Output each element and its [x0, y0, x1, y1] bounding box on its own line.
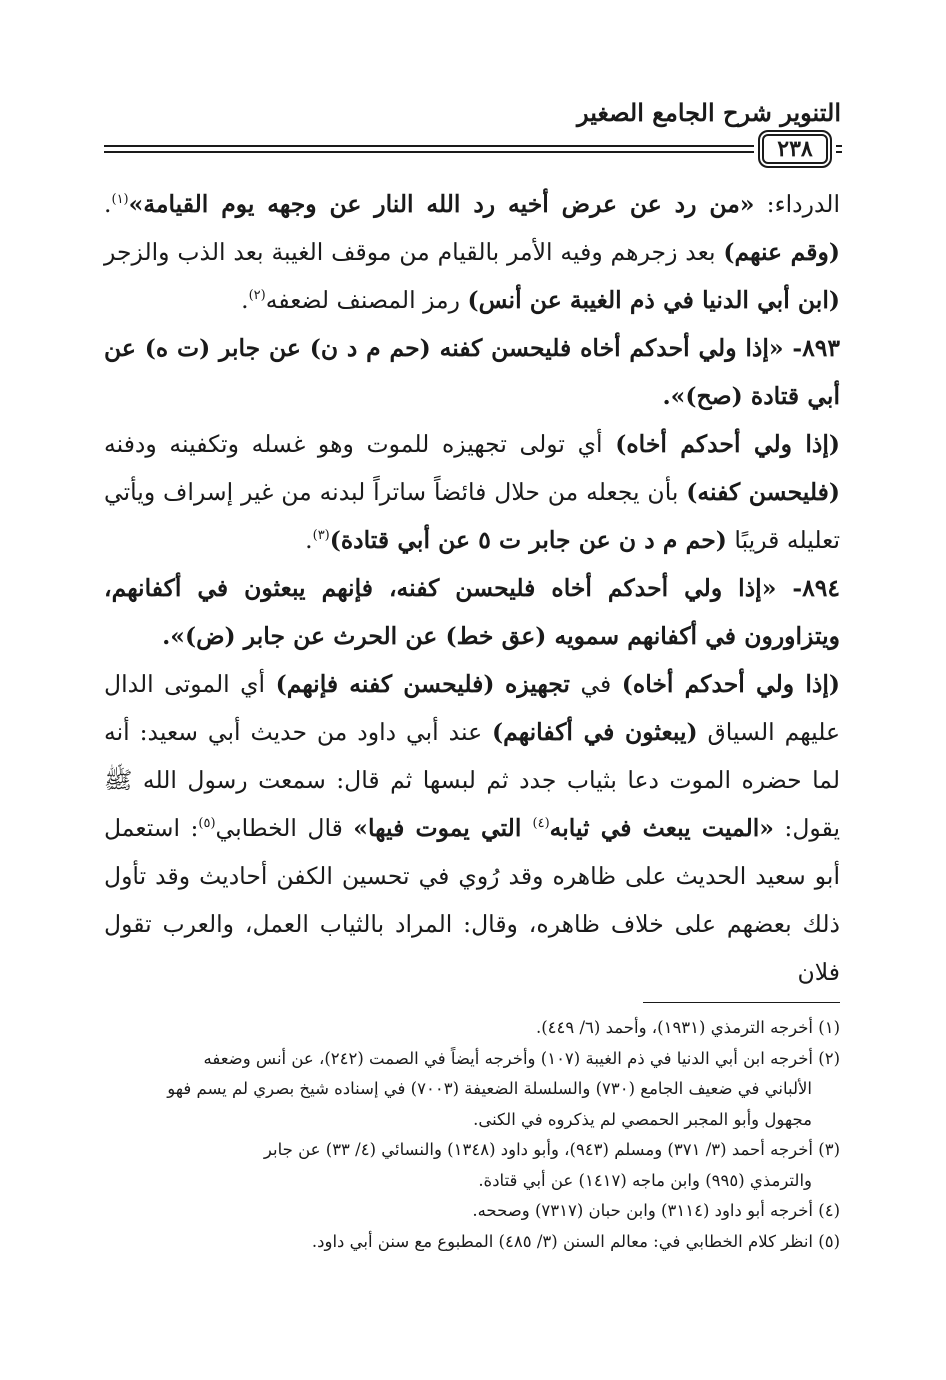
text-run: أي الموتى الدال عليهم السياق	[104, 670, 840, 746]
footnote-ref-1: (١)	[111, 192, 129, 208]
footnote-4: (٤) أخرجه أبو داود (٣١١٤) وابن حبان (٧٣١٧) وصححه.	[472, 1201, 840, 1220]
footnote-ref-3: (٣)	[312, 528, 330, 544]
text-run: .	[104, 190, 112, 218]
text-run: .	[305, 526, 313, 554]
page-number: ٢٣٨	[777, 136, 813, 162]
source-citation: (حم م د ن عن جابر ت ٥ عن أبي قتادة)	[329, 526, 727, 554]
lemma: (إذا ولي أحدكم أخاه)	[621, 670, 840, 698]
lemma: (إذا ولي أحدكم أخاه)	[615, 430, 840, 458]
hadith-quote: «من رد عن عرض أخيه رد الله النار عن وجهه يوم القيامة»	[128, 190, 755, 218]
header-rule-top	[104, 145, 754, 147]
header-rule-bottom	[104, 151, 754, 153]
header-rule-end	[836, 145, 842, 153]
text-run: .	[241, 286, 249, 314]
footnotes	[104, 1013, 840, 1257]
hadith-894	[104, 564, 840, 660]
text-run	[495, 670, 506, 698]
footnote-3: (٣) أخرجه أحمد (٣/ ٣٧١) ومسلم (٩٤٣)، وأبو داود (١٣٤٨) والنسائي (٤/ ٣٣) عن جابر	[263, 1140, 840, 1159]
text-run: الدرداء:	[754, 190, 840, 218]
footnote-1: (١) أخرجه الترمذي (١٩٣١)، وأحمد (٦/ ٤٤٩).	[535, 1018, 840, 1037]
hadith-text: ٨٩٤- «إذا ولي أحدكم أخاه فليحسن كفنه، فإنهم يبعثون في أكفانهم، ويتزاورون في أكفانهم سمويه (عق خط) عن الحرث عن جابر (ض)».	[104, 574, 840, 650]
hadith-text: ٨٩٣- «إذا ولي أحدكم أخاه فليحسن كفنه (حم م د ن) عن جابر (ت ه) عن أبي قتادة (صح)».	[104, 334, 840, 410]
text-run: بأن يجعله من حلال فائضاً ساتراً لبدنه من غير إسراف ويأتي تعليله قريبًا	[104, 478, 840, 554]
paragraph-3	[104, 420, 840, 564]
running-header-title: التنوير شرح الجامع الصغير	[577, 98, 841, 127]
footnote-2-cont: مجهول وأبو المجبر الحمصي لم يذكروه في الكنى.	[473, 1109, 812, 1129]
text-run: عند أبي داود من حديث أبي سعيد: أنه لما حضره الموت دعا بثياب جدد ثم لبسها ثم قال: سمعت رسول الله ﷺ يقول:	[104, 718, 840, 842]
footnote-ref-2: (٢)	[248, 288, 266, 304]
footnote-separator	[643, 1002, 840, 1003]
hadith-quote: التي يموت فيها»	[353, 814, 533, 842]
footnote-ref-5: (٥)	[198, 816, 216, 832]
lemma: (فليحسن كفنه فإنهم)	[275, 670, 495, 698]
text-run: : استعمل أبو سعيد الحديث على ظاهره وقد رُوي في تحسين الكفن أحاديث وقد تأول ذلك بعضهم على خلاف ظاهره، وقال: المراد بالثياب العمل، والعرب تقول فلان	[104, 814, 840, 986]
footnote-2-cont: الألباني في ضعيف الجامع (٧٣٠) والسلسلة الضعيفة (٧٠٠٣) في إسناده شيخ بصري لم يسم فهو	[167, 1079, 812, 1098]
lemma: (يبعثون في أكفانهم)	[492, 718, 698, 746]
footnote-5: (٥) انظر كلام الخطابي في: معالم السنن (٣/ ٤٨٥) المطبوع مع سنن أبي داود.	[311, 1231, 840, 1251]
footnote-ref-4: (٤)	[532, 816, 550, 832]
lemma: (وقم عنهم)	[723, 238, 840, 266]
page-number-box	[758, 130, 832, 168]
footnote-2: (٢) أخرجه ابن أبي الدنيا في ذم الغيبة (١٠٧) وأخرجه أيضاً في الصمت (٢٤٢)، عن أنس وضعفه	[203, 1048, 840, 1068]
paragraph-5	[104, 660, 840, 996]
lemma: تجهيزه	[505, 670, 570, 698]
text-run: أي تولى تجهيزه للموت وهو غسله وتكفينه ودفنه	[104, 430, 616, 458]
text-run: بعد زجرهم وفيه الأمر بالقيام من موقف الغيبة بعد الذب والزجر	[104, 238, 724, 266]
footnote-3-cont: والترمذي (٩٩٥) وابن ماجه (١٤١٧) عن أبي قتادة.	[478, 1170, 812, 1190]
paragraph-1	[104, 180, 840, 324]
lemma: (فليحسن كفنه)	[686, 478, 840, 506]
main-text	[104, 180, 840, 996]
hadith-quote: «الميت يبعث في ثيابه	[549, 814, 774, 842]
text-run: رمز المصنف لضعفه	[265, 286, 468, 314]
hadith-893	[104, 324, 840, 420]
source-citation: (ابن أبي الدنيا في ذم الغيبة عن أنس)	[467, 286, 840, 314]
text-run: قال الخطابي	[215, 814, 354, 842]
text-run: في	[569, 670, 622, 698]
